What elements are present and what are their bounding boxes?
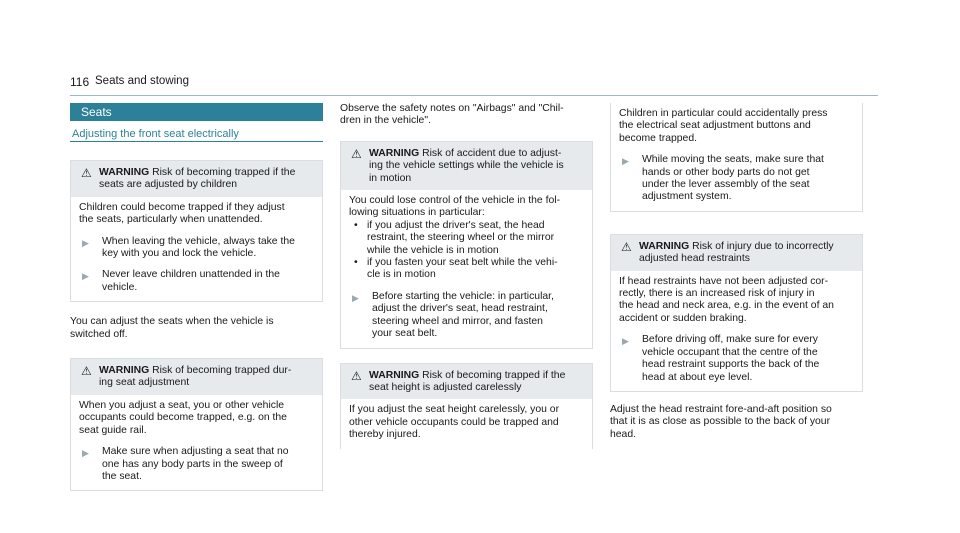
bullet-item [349,220,584,257]
paragraph [340,103,593,128]
text-line: Children in particular could accidentally press [619,108,828,119]
instruction-step [349,291,584,341]
warning-box [340,141,593,349]
text-line: in motion [369,172,412,184]
text-line: When you adjust a seat, you or other vehicle [79,399,285,411]
text-line: accident or sudden braking. [619,312,747,324]
warning-label: WARNING [99,365,150,377]
text-line: dren in the vehicle". [340,115,431,127]
step-arrow-icon: ▶ [622,156,629,167]
text-line: one has any body parts in the sweep of [102,458,283,470]
text-line: adjust the driver's seat, head restraint, [372,303,548,315]
page-section-title: Seats and stowing [95,75,189,87]
instruction-step [619,334,854,384]
warning-body [611,103,862,211]
page-number: 116 [70,75,90,89]
text-line: If you adjust the seat height carelessly, you or [349,404,560,416]
text-line: Risk of becoming trapped if the [152,167,296,178]
text-line: rectly, there is an increased risk of injury in [619,288,815,300]
step-arrow-icon: ▶ [82,448,89,459]
warning-body [341,190,592,347]
text-line: become trapped. [619,132,697,144]
text-line: Adjust the head restraint fore-and-aft position so [610,403,832,415]
instruction-step [79,269,314,294]
warning-header [71,161,322,197]
warning-header [341,364,592,400]
text-line: adjusted head restraints [639,253,750,265]
warning-text [349,404,584,441]
bullet-dot-icon: • [354,219,358,231]
text-line: You can adjust the seats when the vehicle is [70,316,274,328]
text-line: Never leave children unattended in the [102,269,280,281]
warning-label: WARNING [639,240,690,252]
text-line: Make sure when adjusting a seat that no [102,446,289,458]
warning-triangle-icon: ⚠ [351,146,362,161]
text-line: Observe the safety notes on "Airbags" and "Chil- [340,103,564,114]
paragraph [70,316,323,341]
text-line: Risk of becoming trapped dur- [152,365,292,377]
text-line: head restraint supports the back of the [642,359,820,371]
warning-body [341,399,592,448]
text-line: head. [610,428,637,440]
text-line: if you adjust the driver's seat, the head [367,219,545,231]
instruction-step [79,446,314,483]
warning-body [611,271,862,391]
text-line: You could lose control of the vehicle in the fol- [349,195,561,207]
column-right [610,103,863,441]
text-line: Risk of becoming trapped if the [422,369,566,381]
warning-text [349,195,584,220]
text-line: Risk of injury due to incorrectly [692,240,834,252]
page-header [70,73,878,96]
warning-header [71,359,322,395]
subheading: Adjusting the front seat electrically [70,127,323,142]
bullet-item [349,257,584,282]
text-line: steering wheel and mirror, and fasten [372,315,543,327]
text-line: the head and neck area, e.g. in the event of an [619,300,834,312]
warning-triangle-icon: ⚠ [81,166,92,180]
warning-triangle-icon: ⚠ [621,239,632,254]
step-arrow-icon: ▶ [622,336,629,347]
text-line: the seats, particularly when unattended. [79,214,263,226]
text-line: cle is in motion [367,269,436,281]
text-line: vehicle. [102,281,138,293]
instruction-step [619,154,854,204]
text-line: key with you and lock the vehicle. [102,248,257,260]
section-title-bar: Seats [70,103,323,121]
step-arrow-icon: ▶ [352,292,359,303]
text-line: Before driving off, make sure for every [642,334,818,346]
text-line: seat guide rail. [79,424,147,436]
text-line: adjustment system. [642,191,732,203]
warning-triangle-icon: ⚠ [351,368,362,383]
text-line: seats are adjusted by children [99,179,238,191]
text-line: while the vehicle is in motion [367,244,499,256]
warning-label: WARNING [99,167,150,178]
warning-label: WARNING [369,369,420,381]
warning-label: WARNING [369,147,420,159]
warning-text [79,400,314,437]
text-line: ing seat adjustment [99,377,190,389]
warning-box [610,234,863,392]
text-line: lowing situations in particular: [349,207,485,219]
text-line: thereby injured. [349,429,421,441]
step-arrow-icon: ▶ [82,271,89,282]
warning-triangle-icon: ⚠ [81,364,92,379]
text-line: under the lever assembly of the seat [642,179,810,191]
text-line: the seat. [102,470,142,482]
column-left [70,103,323,491]
warning-box [70,160,323,302]
text-line: While moving the seats, make sure that [642,154,824,166]
warning-header [341,142,592,190]
text-line: other vehicle occupants could be trapped and [349,416,559,428]
instruction-step [79,236,314,261]
text-line: head at about eye level. [642,371,753,383]
warning-text [619,276,854,326]
text-line: Before starting the vehicle: in particular, [372,290,554,302]
warning-box [340,363,593,449]
text-line: the electrical seat adjustment buttons and [619,120,811,132]
paragraph [610,404,863,441]
text-line: ing the vehicle settings while the vehicle is [369,160,564,172]
text-line: switched off. [70,328,128,340]
warning-header [611,235,862,271]
text-line: Children could become trapped if they adjust [79,201,285,213]
warning-continued-box [610,103,863,212]
text-line: if you fasten your seat belt while the vehi- [367,257,558,269]
step-arrow-icon: ▶ [82,237,89,248]
text-line: vehicle occupant that the centre of the [642,346,818,358]
text-line: restraint, the steering wheel or the mirror [367,232,555,244]
bullet-dot-icon: • [354,257,358,269]
text-line: Risk of accident due to adjust- [422,147,562,159]
text-line: seat height is adjusted carelessly [369,381,522,393]
text-line: your seat belt. [372,328,438,340]
text-line: occupants could become trapped, e.g. on the [79,412,287,424]
text-line: hands or other body parts do not get [642,166,810,178]
column-middle [340,103,593,449]
warning-text [79,202,314,227]
text-line: that it is as close as possible to the back of your [610,416,831,428]
text-line: If head restraints have not been adjusted cor- [619,275,829,287]
warning-body [71,395,322,490]
warning-body [71,197,322,301]
text-line: When leaving the vehicle, always take the [102,235,295,247]
warning-box [70,358,323,491]
warning-text [619,108,854,145]
